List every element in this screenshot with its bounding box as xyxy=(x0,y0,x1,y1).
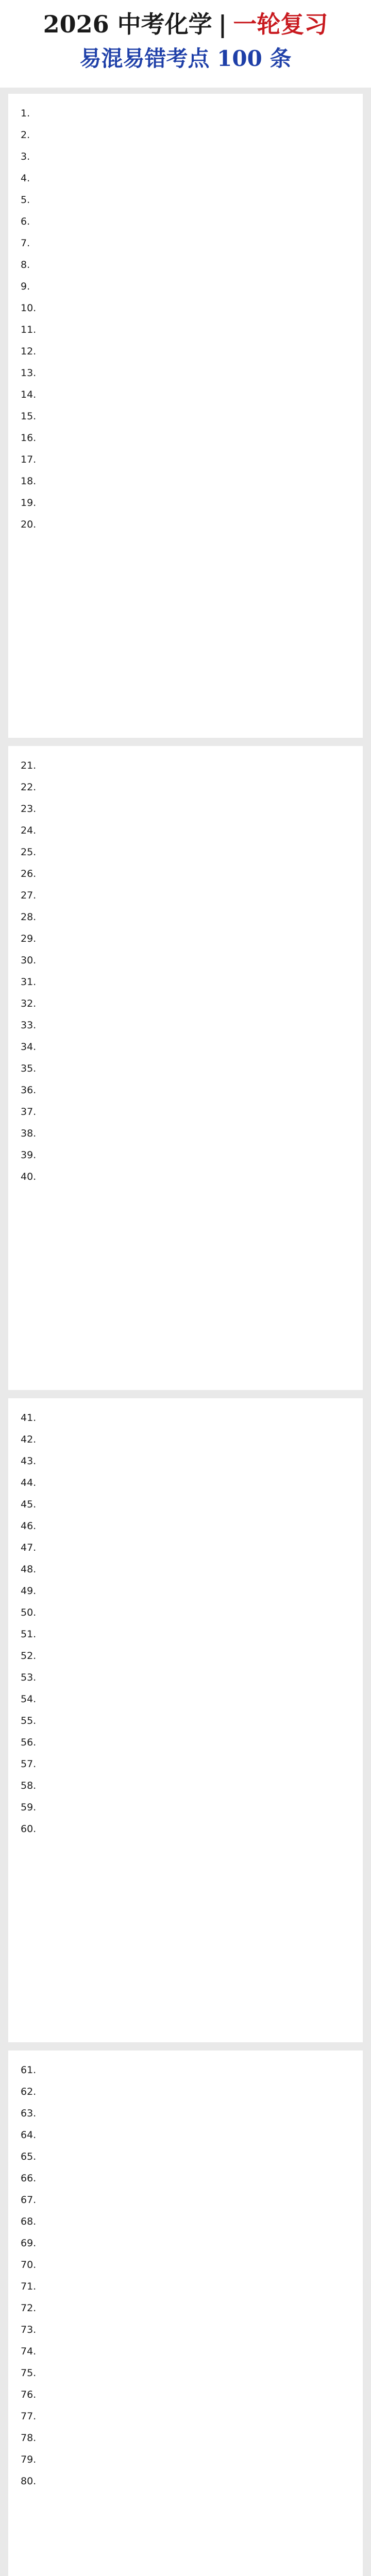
point-number: 38. xyxy=(21,1128,37,1139)
point-number: 13. xyxy=(21,367,37,379)
points-card-1 xyxy=(8,94,363,738)
point-number: 54. xyxy=(21,1693,37,1705)
point-item xyxy=(21,2387,350,2402)
point-item xyxy=(21,1105,350,1119)
point-item xyxy=(21,802,350,816)
point-item xyxy=(21,258,350,272)
point-item xyxy=(21,2236,350,2250)
point-item xyxy=(21,387,350,402)
point-item xyxy=(21,1061,350,1076)
point-number: 35. xyxy=(21,1063,37,1074)
point-item xyxy=(21,301,350,315)
point-item xyxy=(21,1584,350,1598)
point-number: 44. xyxy=(21,1477,37,1488)
point-item xyxy=(21,1411,350,1425)
point-number: 26. xyxy=(21,868,37,879)
point-item xyxy=(21,2193,350,2207)
point-item xyxy=(21,975,350,989)
point-item xyxy=(21,452,350,467)
point-number: 23. xyxy=(21,803,37,815)
point-item xyxy=(21,2128,350,2142)
point-item xyxy=(21,1040,350,1054)
point-number: 19. xyxy=(21,497,37,509)
point-item xyxy=(21,867,350,881)
points-card-2 xyxy=(8,746,363,1390)
point-item xyxy=(21,2474,350,2488)
point-number: 8. xyxy=(21,259,30,270)
point-number: 56. xyxy=(21,1737,37,1748)
point-item xyxy=(21,1126,350,1141)
point-number: 20. xyxy=(21,519,37,530)
point-item xyxy=(21,2171,350,2185)
point-item xyxy=(21,2409,350,2424)
point-number: 33. xyxy=(21,1020,37,1031)
point-number: 51. xyxy=(21,1629,37,1640)
point-number: 74. xyxy=(21,2346,37,2357)
point-number: 41. xyxy=(21,1412,37,1423)
point-item xyxy=(21,1778,350,1793)
point-item xyxy=(21,1519,350,1533)
point-item xyxy=(21,2084,350,2099)
point-number: 1. xyxy=(21,108,30,119)
title-accent: 一轮复习 xyxy=(233,10,328,38)
point-item xyxy=(21,1540,350,1555)
point-number: 11. xyxy=(21,324,37,335)
point-number: 63. xyxy=(21,2108,37,2119)
point-item xyxy=(21,823,350,838)
point-item xyxy=(21,149,350,164)
point-number: 39. xyxy=(21,1149,37,1161)
point-number: 31. xyxy=(21,976,37,988)
point-number: 30. xyxy=(21,955,37,966)
point-item xyxy=(21,1822,350,1836)
point-number: 78. xyxy=(21,2432,37,2444)
point-item xyxy=(21,106,350,121)
point-number: 53. xyxy=(21,1672,37,1683)
point-item xyxy=(21,171,350,185)
point-item xyxy=(21,193,350,207)
point-item xyxy=(21,2106,350,2121)
point-item xyxy=(21,1714,350,1728)
title-separator: | xyxy=(218,10,227,38)
point-number: 48. xyxy=(21,1564,37,1575)
point-item xyxy=(21,128,350,142)
point-number: 24. xyxy=(21,825,37,836)
point-number: 58. xyxy=(21,1780,37,1791)
point-number: 49. xyxy=(21,1585,37,1597)
point-number: 3. xyxy=(21,151,30,162)
point-number: 16. xyxy=(21,432,37,444)
point-number: 62. xyxy=(21,2086,37,2097)
point-item xyxy=(21,2279,350,2294)
point-item xyxy=(21,758,350,773)
point-item xyxy=(21,931,350,946)
point-number: 65. xyxy=(21,2151,37,2162)
point-number: 32. xyxy=(21,998,37,1009)
point-item xyxy=(21,845,350,859)
point-number: 18. xyxy=(21,476,37,487)
point-number: 57. xyxy=(21,1758,37,1770)
point-item xyxy=(21,1148,350,1162)
point-number: 61. xyxy=(21,2064,37,2076)
points-card-4 xyxy=(8,2050,363,2576)
point-number: 40. xyxy=(21,1171,37,1182)
point-number: 67. xyxy=(21,2194,37,2206)
point-item xyxy=(21,1757,350,1771)
point-number: 75. xyxy=(21,2367,37,2379)
point-number: 69. xyxy=(21,2238,37,2249)
point-item xyxy=(21,1735,350,1750)
point-number: 17. xyxy=(21,454,37,465)
point-number: 22. xyxy=(21,782,37,793)
point-item xyxy=(21,1649,350,1663)
point-item xyxy=(21,2344,350,2359)
point-item xyxy=(21,2366,350,2380)
points-card-3 xyxy=(8,1398,363,2042)
point-number: 55. xyxy=(21,1715,37,1726)
point-item xyxy=(21,214,350,229)
page-header xyxy=(0,0,371,88)
point-item xyxy=(21,2063,350,2077)
page-subtitle: 易混易错考点 100 条 xyxy=(79,45,292,71)
point-number: 80. xyxy=(21,2476,37,2487)
point-item xyxy=(21,1605,350,1620)
point-item xyxy=(21,2431,350,2445)
point-item xyxy=(21,996,350,1011)
point-number: 34. xyxy=(21,1041,37,1053)
point-item xyxy=(21,2323,350,2337)
point-number: 66. xyxy=(21,2173,37,2184)
point-item xyxy=(21,496,350,510)
point-number: 47. xyxy=(21,1542,37,1553)
point-number: 25. xyxy=(21,846,37,858)
point-item xyxy=(21,1692,350,1706)
point-item xyxy=(21,888,350,903)
point-item xyxy=(21,323,350,337)
point-item xyxy=(21,431,350,445)
point-item xyxy=(21,910,350,924)
point-number: 29. xyxy=(21,933,37,944)
point-item xyxy=(21,517,350,532)
point-number: 60. xyxy=(21,1823,37,1835)
page-title xyxy=(12,11,359,38)
point-number: 10. xyxy=(21,302,37,314)
point-number: 12. xyxy=(21,346,37,357)
point-number: 52. xyxy=(21,1650,37,1662)
point-number: 14. xyxy=(21,389,37,400)
point-number: 4. xyxy=(21,173,30,184)
point-item xyxy=(21,344,350,359)
point-item xyxy=(21,236,350,250)
point-number: 45. xyxy=(21,1499,37,1510)
point-number: 21. xyxy=(21,760,37,771)
point-item xyxy=(21,1800,350,1815)
point-item xyxy=(21,1432,350,1447)
point-number: 2. xyxy=(21,129,30,141)
point-number: 5. xyxy=(21,194,30,206)
point-number: 64. xyxy=(21,2129,37,2141)
point-number: 27. xyxy=(21,890,37,901)
point-number: 68. xyxy=(21,2216,37,2227)
point-item xyxy=(21,474,350,488)
point-number: 42. xyxy=(21,1434,37,1445)
point-number: 59. xyxy=(21,1802,37,1813)
point-number: 6. xyxy=(21,216,30,227)
point-item xyxy=(21,2214,350,2229)
point-item xyxy=(21,279,350,294)
point-number: 9. xyxy=(21,281,30,292)
point-item xyxy=(21,1497,350,1512)
point-item xyxy=(21,1083,350,1097)
point-item xyxy=(21,780,350,794)
point-item xyxy=(21,1170,350,1184)
point-number: 36. xyxy=(21,1084,37,1096)
point-item xyxy=(21,2301,350,2315)
point-item xyxy=(21,1476,350,1490)
point-number: 37. xyxy=(21,1106,37,1117)
point-number: 76. xyxy=(21,2389,37,2400)
point-number: 43. xyxy=(21,1455,37,1467)
point-number: 28. xyxy=(21,911,37,923)
point-number: 15. xyxy=(21,411,37,422)
point-number: 73. xyxy=(21,2324,37,2335)
point-item xyxy=(21,1454,350,1468)
point-number: 71. xyxy=(21,2281,37,2292)
point-number: 46. xyxy=(21,1520,37,1532)
point-item xyxy=(21,366,350,380)
point-item xyxy=(21,2258,350,2272)
point-number: 72. xyxy=(21,2302,37,2314)
point-number: 77. xyxy=(21,2411,37,2422)
point-item xyxy=(21,2149,350,2164)
point-number: 79. xyxy=(21,2454,37,2465)
point-number: 7. xyxy=(21,238,30,249)
point-item xyxy=(21,953,350,968)
title-main: 2026 中考化学 xyxy=(43,10,212,38)
point-item xyxy=(21,1562,350,1577)
point-number: 70. xyxy=(21,2259,37,2270)
point-item xyxy=(21,1018,350,1032)
point-item xyxy=(21,409,350,423)
point-item xyxy=(21,2452,350,2467)
point-number: 50. xyxy=(21,1607,37,1618)
point-item xyxy=(21,1670,350,1685)
point-item xyxy=(21,1627,350,1641)
